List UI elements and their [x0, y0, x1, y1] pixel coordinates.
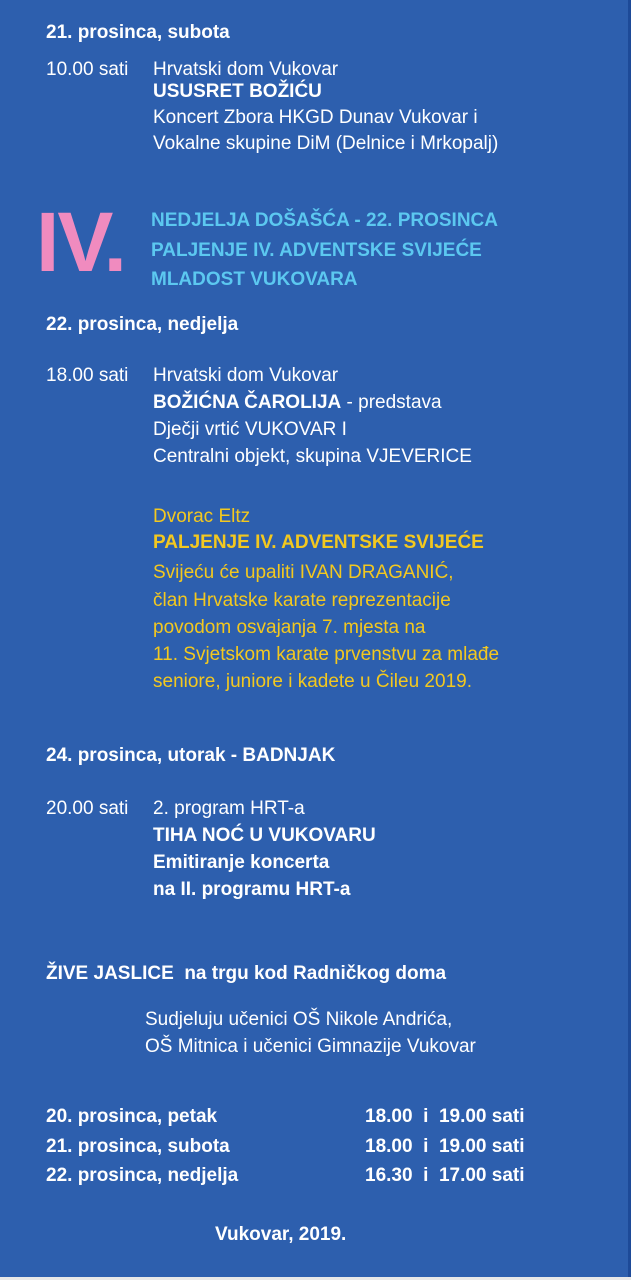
schedule-hours: 18.00 i 19.00 sati [365, 1136, 525, 1157]
nativity-desc-line: Sudjeluju učenici OŠ Nikole Andrića, [145, 1009, 453, 1030]
advent-heading-line: PALJENJE IV. ADVENTSKE SVIJEĆE [151, 240, 482, 261]
footer-text: Vukovar, 2019. [215, 1224, 347, 1245]
schedule-date: 21. prosinca, subota [46, 1136, 230, 1157]
nativity-place: na trgu kod Radničkog doma [184, 963, 447, 984]
event-time: 18.00 sati [46, 365, 129, 386]
advent-heading-line: NEDJELJA DOŠAŠĆA - 22. PROSINCA [151, 210, 498, 231]
advent-heading-line: MLADOST VUKOVARA [151, 269, 358, 290]
event-desc-line: na II. programu HRT-a [153, 879, 351, 900]
day-heading: 24. prosinca, utorak - BADNJAK [46, 745, 336, 766]
highlight-line: član Hrvatske karate reprezentacije [153, 590, 451, 611]
advent-roman-numeral: IV. [36, 195, 125, 289]
highlight-venue: Dvorac Eltz [153, 506, 251, 527]
event-title-suffix: - predstava [341, 392, 442, 413]
highlight-line: Svijeću će upaliti IVAN DRAGANIĆ, [153, 562, 454, 583]
nativity-title: ŽIVE JASLICE [46, 963, 174, 984]
event-time: 20.00 sati [46, 798, 129, 819]
schedule-hours: 18.00 i 19.00 sati [365, 1106, 525, 1127]
event-title: BOŽIĆNA ČAROLIJA [153, 392, 342, 413]
day-heading: 22. prosinca, nedjelja [46, 314, 239, 335]
event-venue: 2. program HRT-a [153, 798, 305, 819]
nativity-desc-line: OŠ Mitnica i učenici Gimnazije Vukovar [145, 1036, 476, 1057]
event-desc-line: Koncert Zbora HKGD Dunav Vukovar i [153, 107, 478, 128]
event-title: USUSRET BOŽIĆU [153, 81, 322, 102]
highlight-line: seniore, juniore i kadete u Čileu 2019. [153, 671, 472, 692]
event-desc-line: Vokalne skupine DiM (Delnice i Mrkopalj) [153, 133, 499, 154]
event-title-line [153, 389, 442, 416]
schedule-hours: 16.30 i 17.00 sati [365, 1165, 525, 1186]
event-desc-line: Dječji vrtić VUKOVAR I [153, 419, 347, 440]
schedule-date: 20. prosinca, petak [46, 1106, 218, 1127]
day-heading: 21. prosinca, subota [46, 22, 230, 43]
highlight-line: povodom osvajanja 7. mjesta na [153, 617, 426, 638]
nativity-heading [46, 963, 446, 985]
highlight-line: 11. Svjetskom karate prvenstvu za mlađe [153, 644, 500, 665]
schedule-date: 22. prosinca, nedjelja [46, 1165, 239, 1186]
event-title: TIHA NOĆ U VUKOVARU [153, 825, 376, 846]
event-desc-line: Emitiranje koncerta [153, 852, 330, 873]
event-venue: Hrvatski dom Vukovar [153, 59, 339, 80]
highlight-title: PALJENJE IV. ADVENTSKE SVIJEĆE [153, 532, 484, 553]
event-venue: Hrvatski dom Vukovar [153, 365, 339, 386]
event-desc-line: Centralni objekt, skupina VJEVERICE [153, 446, 472, 467]
event-time: 10.00 sati [46, 59, 129, 80]
